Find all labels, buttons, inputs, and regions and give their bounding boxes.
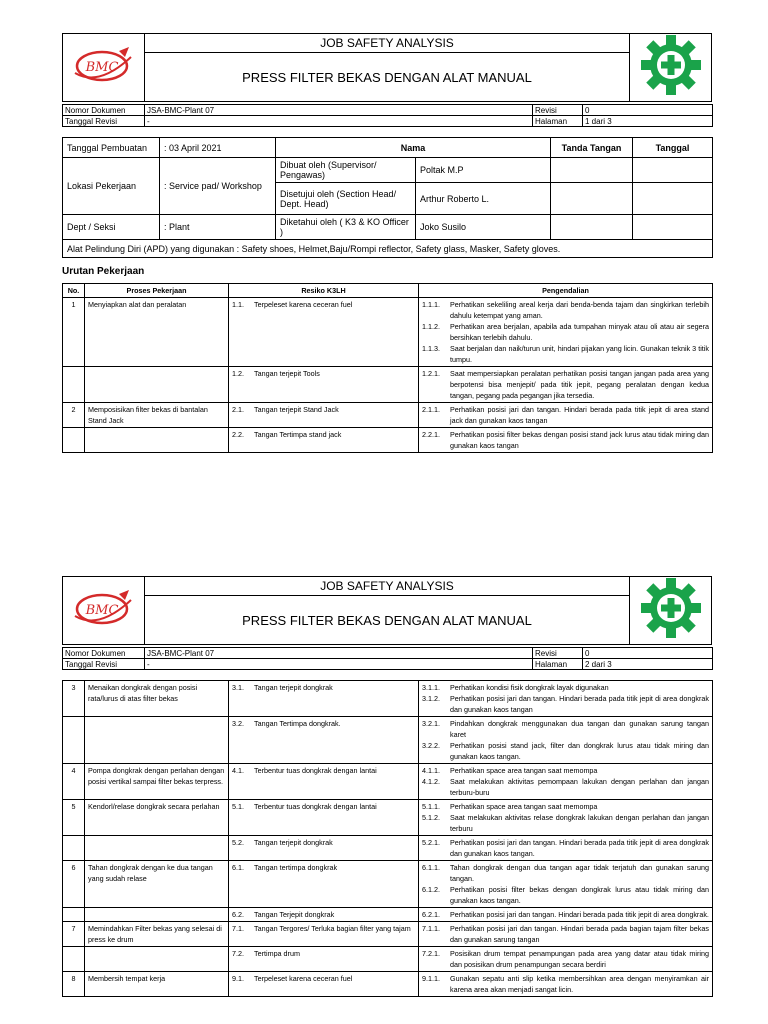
row-pengendalian bbox=[419, 681, 713, 717]
risk-text: Tertimpa drum bbox=[254, 949, 300, 958]
control-item bbox=[422, 923, 709, 945]
nama-header: Nama bbox=[276, 138, 551, 158]
k3-safety-cross-icon bbox=[640, 34, 702, 96]
nomor-dokumen-label: Nomor Dokumen bbox=[63, 105, 145, 116]
tanggal-revisi-value: - bbox=[145, 116, 533, 127]
control-text: Perhatikan posisi stand jack, filter dan dongkrak lurus atau tidak miring dan gunakan kaos tangan. bbox=[450, 741, 709, 761]
risk-number: 1.2. bbox=[232, 369, 244, 378]
bmc-logo-icon bbox=[69, 43, 139, 87]
table-row bbox=[63, 403, 713, 428]
control-item bbox=[422, 740, 709, 762]
control-number: 4.1.1. bbox=[422, 766, 440, 775]
row-no bbox=[63, 428, 85, 453]
control-text: Gunakan sepatu anti slip ketika membersihkan area dengan menyiramkan air karena area akan menjadi sangat licin. bbox=[450, 974, 709, 994]
risk-text: Tangan Tertimpa dongkrak. bbox=[254, 719, 341, 728]
risk-text: Terpeleset karena ceceran fuel bbox=[254, 974, 353, 983]
section-title: Urutan Pekerjaan bbox=[62, 266, 145, 277]
row-no bbox=[63, 908, 85, 922]
risk-text: Terpeleset karena ceceran fuel bbox=[254, 300, 353, 309]
disetujui-date bbox=[633, 183, 713, 215]
risk-text: Tangan terjepit dongkrak bbox=[254, 838, 333, 847]
nomor-dokumen-value: JSA-BMC-Plant 07 bbox=[145, 105, 533, 116]
table-row bbox=[63, 681, 713, 717]
table-row bbox=[63, 908, 713, 922]
table-row bbox=[63, 367, 713, 403]
row-resiko bbox=[229, 367, 419, 403]
row-pengendalian bbox=[419, 403, 713, 428]
control-number: 6.1.1. bbox=[422, 863, 440, 872]
control-number: 5.1.2. bbox=[422, 813, 440, 822]
control-text: Perhatikan posisi jari dan tangan. Hindari berada pada titik jepit di area dongkrak. bbox=[450, 910, 709, 919]
risk-number: 1.1. bbox=[232, 300, 244, 309]
bmc-logo-icon bbox=[69, 586, 139, 630]
control-item bbox=[422, 776, 709, 798]
risk-text: Tangan terjepit dongkrak bbox=[254, 683, 333, 692]
dept-value: : Plant bbox=[160, 215, 276, 240]
lokasi-label: Lokasi Pekerjaan bbox=[63, 158, 160, 215]
row-pengendalian bbox=[419, 836, 713, 861]
row-resiko bbox=[229, 908, 419, 922]
table-row bbox=[63, 947, 713, 972]
apd-text: Alat Pelindung Diri (APD) yang digunakan : Safety shoes, Helmet,Baju/Rompi reflector, Safety glass, Masker, Safety gloves. bbox=[63, 240, 713, 258]
risk-text: Tangan Tergores/ Terluka bagian filter yang tajam bbox=[254, 924, 411, 933]
tanggal-pembuatan-value: : 03 April 2021 bbox=[160, 138, 276, 158]
control-number: 3.1.1. bbox=[422, 683, 440, 692]
dept-label: Dept / Seksi bbox=[63, 215, 160, 240]
task-table-page-1 bbox=[62, 283, 713, 453]
nomor-dokumen-value: JSA-BMC-Plant 07 bbox=[145, 648, 533, 659]
company-logo bbox=[63, 34, 145, 102]
risk-text: Tangan terjepit Stand Jack bbox=[254, 405, 339, 414]
control-number: 3.2.1. bbox=[422, 719, 440, 728]
control-text: Perhatikan sekeliling areal kerja dari benda-benda tajam dan singkirkan terlebih dahulu ketempat yang aman. bbox=[450, 300, 709, 320]
row-pengendalian bbox=[419, 922, 713, 947]
risk-number: 7.2. bbox=[232, 949, 244, 958]
row-no: 3 bbox=[63, 681, 85, 717]
control-item bbox=[422, 862, 709, 884]
row-proses: Memindahkan Filter bekas yang selesai di press ke drum bbox=[85, 922, 229, 947]
row-no: 4 bbox=[63, 764, 85, 800]
row-proses: Memposisikan filter bekas di bantalan Stand Jack bbox=[85, 403, 229, 428]
control-item bbox=[422, 693, 709, 715]
control-item bbox=[422, 429, 709, 451]
row-no bbox=[63, 367, 85, 403]
row-pengendalian bbox=[419, 908, 713, 922]
nomor-dokumen-label: Nomor Dokumen bbox=[63, 648, 145, 659]
risk-text: Tangan terjepit Tools bbox=[254, 369, 320, 378]
control-text: Saat melakukan aktivitas pemompaan lakukan dengan perlahan dan jangan terburu-buru bbox=[450, 777, 709, 797]
control-text: Saat melakukan aktivitas relase dongkrak lakukan dengan perlahan dan jangan terburu bbox=[450, 813, 709, 833]
control-item bbox=[422, 718, 709, 740]
info-table bbox=[62, 137, 713, 258]
row-no bbox=[63, 947, 85, 972]
control-text: Perhatikan posisi jari dan tangan. Hindari berada pada bagian tajam filter bekas dan gunakan sarung tangan bbox=[450, 924, 709, 944]
table-row bbox=[63, 861, 713, 908]
logo-text: BMC bbox=[85, 60, 118, 75]
row-proses: Tahan dongkrak dengan ke dua tangan yang sudah relase bbox=[85, 861, 229, 908]
table-row bbox=[63, 922, 713, 947]
control-text: Perhatikan posisi jari dan tangan. Hindari berada pada titik jepit di area dongkrak dan gunakan kaos tangan bbox=[450, 694, 709, 714]
risk-number: 6.2. bbox=[232, 910, 244, 919]
document-page-2 bbox=[62, 576, 712, 997]
row-resiko bbox=[229, 972, 419, 997]
row-resiko bbox=[229, 836, 419, 861]
risk-number: 4.1. bbox=[232, 766, 244, 775]
row-pengendalian bbox=[419, 947, 713, 972]
control-text: Posisikan drum tempat penampungan pada area yang datar atau tidak miring dan posisikan drum penampungan secara berdiri bbox=[450, 949, 709, 969]
row-resiko bbox=[229, 922, 419, 947]
risk-number: 5.2. bbox=[232, 838, 244, 847]
risk-text: Tangan Terjepit dongkrak bbox=[254, 910, 335, 919]
control-item bbox=[422, 299, 709, 321]
control-item bbox=[422, 837, 709, 859]
doc-meta-2 bbox=[62, 647, 713, 670]
col-pengendalian: Pengendalian bbox=[419, 284, 713, 298]
row-resiko bbox=[229, 428, 419, 453]
disetujui-name: Arthur Roberto L. bbox=[416, 183, 551, 215]
col-proses: Proses Pekerjaan bbox=[85, 284, 229, 298]
halaman-value: 1 dari 3 bbox=[583, 116, 713, 127]
row-resiko bbox=[229, 403, 419, 428]
row-no bbox=[63, 717, 85, 764]
control-item bbox=[422, 973, 709, 995]
doc-subtitle: PRESS FILTER BEKAS DENGAN ALAT MANUAL bbox=[145, 53, 630, 102]
control-number: 5.1.1. bbox=[422, 802, 440, 811]
dibuat-signature bbox=[551, 158, 633, 183]
row-pengendalian bbox=[419, 972, 713, 997]
tanggal-header: Tanggal bbox=[633, 138, 713, 158]
row-proses: Kendorl/relase dongkrak secara perlahan bbox=[85, 800, 229, 836]
control-number: 6.2.1. bbox=[422, 910, 440, 919]
diketahui-label: Diketahui oleh ( K3 & KO Officer ) bbox=[276, 215, 416, 240]
control-text: Perhatikan posisi jari dan tangan. Hindari berada pada titik jepit di area dongkrak dan gunakan kaos tangan. bbox=[450, 838, 709, 858]
table-row bbox=[63, 800, 713, 836]
control-number: 1.1.2. bbox=[422, 322, 440, 331]
row-no bbox=[63, 836, 85, 861]
table-row bbox=[63, 836, 713, 861]
diketahui-signature bbox=[551, 215, 633, 240]
row-pengendalian bbox=[419, 367, 713, 403]
control-item bbox=[422, 812, 709, 834]
control-number: 5.2.1. bbox=[422, 838, 440, 847]
doc-subtitle-2: PRESS FILTER BEKAS DENGAN ALAT MANUAL bbox=[145, 596, 630, 645]
tanggal-revisi-label: Tanggal Revisi bbox=[63, 659, 145, 670]
disetujui-label: Disetujui oleh (Section Head/ Dept. Head) bbox=[276, 183, 416, 215]
lokasi-value: : Service pad/ Workshop bbox=[160, 158, 276, 215]
doc-title-2: JOB SAFETY ANALYSIS bbox=[145, 577, 630, 596]
company-logo-2 bbox=[63, 577, 145, 645]
row-no: 6 bbox=[63, 861, 85, 908]
control-number: 3.2.2. bbox=[422, 741, 440, 750]
control-number: 1.2.1. bbox=[422, 369, 440, 378]
control-text: Perhatikan space area tangan saat memompa bbox=[450, 766, 598, 775]
control-item bbox=[422, 948, 709, 970]
control-item bbox=[422, 682, 709, 693]
table-row bbox=[63, 298, 713, 367]
row-proses bbox=[85, 836, 229, 861]
risk-text: Tangan tertimpa dongkrak bbox=[254, 863, 338, 872]
col-no: No. bbox=[63, 284, 85, 298]
control-number: 2.1.1. bbox=[422, 405, 440, 414]
control-item bbox=[422, 343, 709, 365]
control-number: 1.1.3. bbox=[422, 344, 440, 353]
task-table-page-2 bbox=[62, 680, 713, 997]
control-text: Tahan dongkrak dengan dua tangan agar tidak terjatuh dan gunakan sarung tangan. bbox=[450, 863, 709, 883]
control-item bbox=[422, 765, 709, 776]
row-proses bbox=[85, 908, 229, 922]
control-text: Saat berjalan dan naik/turun unit, hindari pijakan yang licin. Gunakan teknik 3 titik tumpu. bbox=[450, 344, 709, 364]
control-number: 6.1.2. bbox=[422, 885, 440, 894]
dibuat-name: Poltak M.P bbox=[416, 158, 551, 183]
tanggal-pembuatan-label: Tanggal Pembuatan bbox=[63, 138, 160, 158]
control-number: 7.1.1. bbox=[422, 924, 440, 933]
row-pengendalian bbox=[419, 764, 713, 800]
control-number: 1.1.1. bbox=[422, 300, 440, 309]
row-no: 1 bbox=[63, 298, 85, 367]
row-pengendalian bbox=[419, 800, 713, 836]
control-text: Saat mempersiapkan peralatan perhatikan posisi tangan jangan pada area yang berpotensi bisa menjepit/ pada titik jepit, pegang peralatan dengan kedua tangan, pegang pada pegangan jika tersedia. bbox=[450, 369, 709, 400]
document-header bbox=[62, 33, 712, 102]
row-proses: Membersih tempat kerja bbox=[85, 972, 229, 997]
control-item bbox=[422, 884, 709, 906]
dibuat-date bbox=[633, 158, 713, 183]
table-row bbox=[63, 764, 713, 800]
col-resiko: Resiko K3LH bbox=[229, 284, 419, 298]
k3-safety-cross-icon bbox=[640, 577, 702, 639]
row-proses bbox=[85, 947, 229, 972]
control-number: 2.2.1. bbox=[422, 430, 440, 439]
halaman-label: Halaman bbox=[533, 116, 583, 127]
risk-number: 9.1. bbox=[232, 974, 244, 983]
document-header-2 bbox=[62, 576, 712, 645]
row-no: 8 bbox=[63, 972, 85, 997]
revisi-label: Revisi bbox=[533, 648, 583, 659]
row-proses: Menyiapkan alat dan peralatan bbox=[85, 298, 229, 367]
risk-number: 7.1. bbox=[232, 924, 244, 933]
control-text: Perhatikan posisi jari dan tangan. Hindari berada pada titik jepit di area stand jack dan gunakan kaos tangan bbox=[450, 405, 709, 425]
row-resiko bbox=[229, 717, 419, 764]
disetujui-signature bbox=[551, 183, 633, 215]
control-item bbox=[422, 321, 709, 343]
risk-text: Tangan Tertimpa stand jack bbox=[254, 430, 342, 439]
logo-text: BMC bbox=[85, 603, 118, 618]
row-pengendalian bbox=[419, 428, 713, 453]
row-pengendalian bbox=[419, 298, 713, 367]
row-resiko bbox=[229, 861, 419, 908]
row-no: 5 bbox=[63, 800, 85, 836]
table-row bbox=[63, 972, 713, 997]
diketahui-date bbox=[633, 215, 713, 240]
row-resiko bbox=[229, 681, 419, 717]
revisi-label: Revisi bbox=[533, 105, 583, 116]
row-resiko bbox=[229, 764, 419, 800]
risk-number: 2.1. bbox=[232, 405, 244, 414]
control-text: Perhatikan area berjalan, apabila ada tumpahan minyak atau oli atau air segera bersihkan terlebih dahulu. bbox=[450, 322, 709, 342]
control-item bbox=[422, 801, 709, 812]
row-proses: Pompa dongkrak dengan perlahan dengan posisi vertikal sampai filter bekas terpress. bbox=[85, 764, 229, 800]
task-rows-page-2 bbox=[63, 681, 713, 997]
control-text: Perhatikan kondisi fisik dongkrak layak digunakan bbox=[450, 683, 609, 692]
row-pengendalian bbox=[419, 861, 713, 908]
halaman-label: Halaman bbox=[533, 659, 583, 670]
row-resiko bbox=[229, 947, 419, 972]
diketahui-name: Joko Susilo bbox=[416, 215, 551, 240]
control-number: 9.1.1. bbox=[422, 974, 440, 983]
control-item bbox=[422, 909, 709, 920]
revisi-value: 0 bbox=[583, 105, 713, 116]
k3-emblem-2 bbox=[630, 577, 712, 645]
row-proses bbox=[85, 428, 229, 453]
control-text: Perhatikan space area tangan saat memompa bbox=[450, 802, 598, 811]
row-pengendalian bbox=[419, 717, 713, 764]
control-item bbox=[422, 368, 709, 401]
document-page-1 bbox=[62, 33, 712, 453]
control-text: Pindahkan dongkrak menggunakan dua tangan dan gunakan sarung tangan karet bbox=[450, 719, 709, 739]
row-no: 7 bbox=[63, 922, 85, 947]
table-row bbox=[63, 717, 713, 764]
table-row bbox=[63, 428, 713, 453]
k3-emblem bbox=[630, 34, 712, 102]
control-number: 3.1.2. bbox=[422, 694, 440, 703]
doc-title: JOB SAFETY ANALYSIS bbox=[145, 34, 630, 53]
risk-number: 3.2. bbox=[232, 719, 244, 728]
row-resiko bbox=[229, 298, 419, 367]
tanggal-revisi-label: Tanggal Revisi bbox=[63, 116, 145, 127]
control-text: Perhatikan posisi filter bekas dengan posisi stand jack lurus atau tidak miring dan gunakan kaos tangan bbox=[450, 430, 709, 450]
risk-number: 6.1. bbox=[232, 863, 244, 872]
dibuat-label: Dibuat oleh (Supervisor/ Pengawas) bbox=[276, 158, 416, 183]
row-proses bbox=[85, 717, 229, 764]
row-proses: Menaikan dongkrak dengan posisi rata/lurus di atas filter bekas bbox=[85, 681, 229, 717]
doc-meta bbox=[62, 104, 713, 127]
control-number: 4.1.2. bbox=[422, 777, 440, 786]
control-number: 7.2.1. bbox=[422, 949, 440, 958]
risk-text: Terbentur tuas dongkrak dengan lantai bbox=[254, 802, 377, 811]
halaman-value: 2 dari 3 bbox=[583, 659, 713, 670]
risk-text: Terbentur tuas dongkrak dengan lantai bbox=[254, 766, 377, 775]
risk-number: 5.1. bbox=[232, 802, 244, 811]
control-text: Perhatikan posisi filter bekas dengan dongkrak lurus atau tidak miring dan gunakan kaos tangan. bbox=[450, 885, 709, 905]
tanda-tangan-header: Tanda Tangan bbox=[551, 138, 633, 158]
control-item bbox=[422, 404, 709, 426]
risk-number: 3.1. bbox=[232, 683, 244, 692]
tanggal-revisi-value: - bbox=[145, 659, 533, 670]
row-resiko bbox=[229, 800, 419, 836]
task-rows-page-1 bbox=[63, 298, 713, 453]
row-no: 2 bbox=[63, 403, 85, 428]
risk-number: 2.2. bbox=[232, 430, 244, 439]
revisi-value: 0 bbox=[583, 648, 713, 659]
row-proses bbox=[85, 367, 229, 403]
